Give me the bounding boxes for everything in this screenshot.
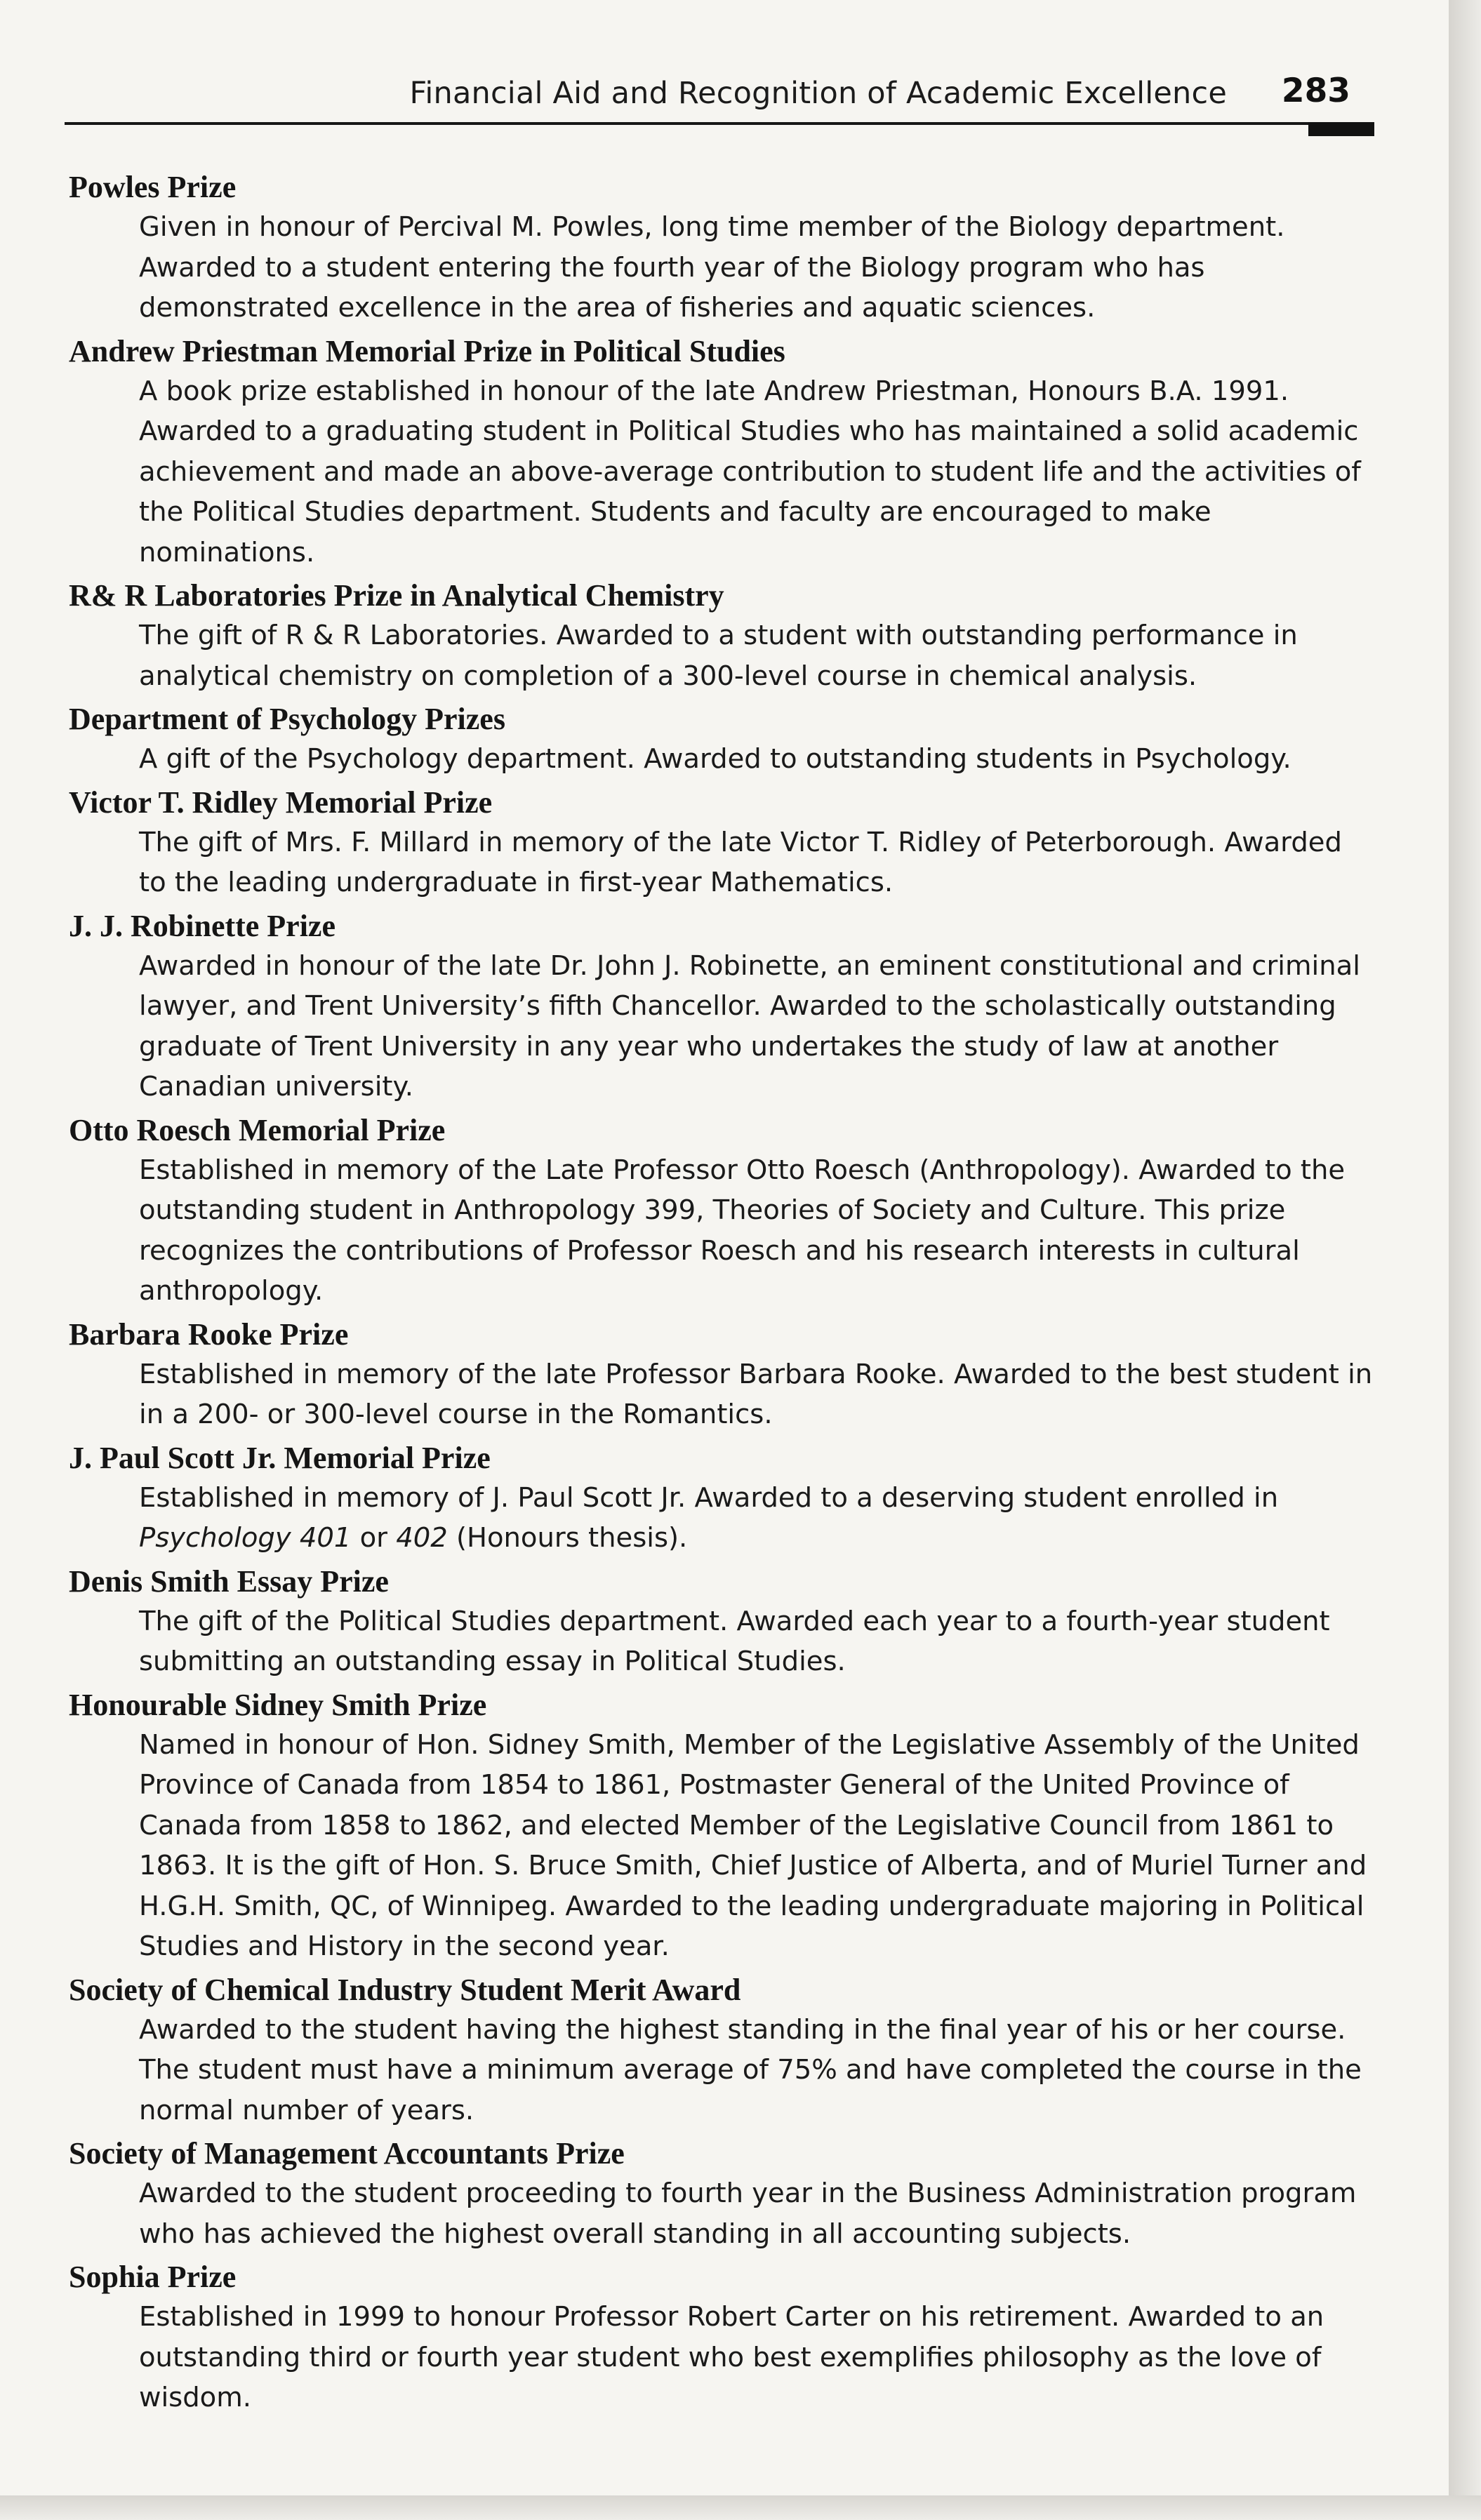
prize-title: Victor T. Ridley Memorial Prize <box>69 785 493 820</box>
prize-list <box>69 167 1376 2421</box>
course-number: 402 <box>396 1522 448 1554</box>
prize-description: Established in memory of the Late Professor Otto Roesch (Anthropology). Awarded to the outstanding student in Anthropology 399, Theories of Society and Culture. This prize recognizes the contributions of Professor Roesch and his research interests in cultural anthropology. <box>139 1154 1346 1307</box>
prize-title: R& R Laboratories Prize in Analytical Chemistry <box>69 578 724 613</box>
prize-entry <box>69 1110 1376 1312</box>
prize-description <box>139 1478 1376 1559</box>
prize-title: Otto Roesch Memorial Prize <box>69 1112 446 1147</box>
prize-entry <box>69 1438 1376 1559</box>
prize-description: Awarded in honour of the late Dr. John J. Robinette, an eminent constitutional and criminal lawyer, and Trent University’s fifth Chancellor. Awarded to the scholastically outstanding graduate of Trent University in any year who undertakes the study of law at another Canadian university. <box>139 949 1360 1102</box>
prize-title: Powles Prize <box>69 170 237 204</box>
page-edge <box>1449 0 1481 2520</box>
prize-entry <box>69 2133 1376 2254</box>
header-block <box>1308 122 1374 136</box>
prize-entry <box>69 906 1376 1107</box>
description-text: Established in memory of J. Paul Scott Jr. Awarded to a deserving student enrolled in <box>139 1481 1279 1514</box>
prize-title: Honourable Sidney Smith Prize <box>69 1687 487 1722</box>
prize-title: Andrew Priestman Memorial Prize in Political Studies <box>69 333 785 368</box>
prize-entry <box>69 1314 1376 1435</box>
prize-description: The gift of Mrs. F. Millard in memory of the late Victor T. Ridley of Peterborough. Awarded to the leading undergraduate in first-year Mathematics. <box>139 826 1342 898</box>
prize-entry <box>69 167 1376 328</box>
page-number: 283 <box>1281 72 1350 110</box>
prize-description: A book prize established in honour of the late Andrew Priestman, Honours B.A. 1991. Awarded to a graduating student in Political Studies who has maintained a solid academic achievement and made an above-average contribution to student life and the activities of the Political Studies department. Students and faculty are encouraged to make nominations. <box>139 375 1361 568</box>
prize-description: Established in 1999 to honour Professor Robert Carter on his retirement. Awarded to an outstanding third or fourth year student who best exemplifies philosophy as the love of wisdom. <box>139 2301 1324 2413</box>
prize-title: Department of Psychology Prizes <box>69 702 505 736</box>
description-text: or <box>351 1522 397 1554</box>
prize-description: A gift of the Psychology department. Awarded to outstanding students in Psychology. <box>139 743 1291 775</box>
running-header <box>65 67 1374 124</box>
prize-entry <box>69 1970 1376 2131</box>
prize-entry <box>69 699 1376 780</box>
prize-entry <box>69 1561 1376 1682</box>
prize-description: Established in memory of the late Professor Barbara Rooke. Awarded to the best student in in a 200- or 300-level course in the Romantics. <box>139 1358 1373 1430</box>
prize-title: Sophia Prize <box>69 2260 237 2294</box>
prize-title: Society of Chemical Industry Student Merit Award <box>69 1972 741 2007</box>
prize-entry <box>69 782 1376 903</box>
prize-description: Given in honour of Percival M. Powles, long time member of the Biology department. Awarded to a student entering the fourth year of the Biology program who has demonstrated excellence in the area of fisheries and aquatic sciences. <box>139 211 1285 324</box>
prize-description: Awarded to the student proceeding to fourth year in the Business Administration program who has achieved the highest overall standing in all accounting subjects. <box>139 2178 1357 2250</box>
bottom-page-edge <box>0 2495 1481 2520</box>
prize-description: The gift of R & R Laboratories. Awarded to a student with outstanding performance in analytical chemistry on completion of a 300-level course in chemical analysis. <box>139 620 1298 692</box>
prize-description: Awarded to the student having the highest standing in the final year of his or her course. The student must have a minimum average of 75% and have completed the course in the normal number of years. <box>139 2013 1362 2126</box>
prize-title: J. J. Robinette Prize <box>69 908 336 943</box>
prize-entry <box>69 331 1376 573</box>
prize-entry <box>69 1685 1376 1967</box>
prize-title: Barbara Rooke Prize <box>69 1316 349 1352</box>
header-rule <box>65 122 1374 125</box>
description-text: (Honours thesis). <box>447 1522 688 1554</box>
prize-description: Named in honour of Hon. Sidney Smith, Member of the Legislative Assembly of the United Province of Canada from 1854 to 1861, Postmaster General of the United Province of Canada from 1858 to 1862, and elected Member of the Legislative Council from 1861 to 1863. It is the gift of Hon. S. Bruce Smith, Chief Justice of Alberta, and of Muriel Turner and H.G.H. Smith, QC, of Winnipeg. Awarded to the leading undergraduate majoring in Political Studies and History in the second year. <box>139 1728 1367 1962</box>
prize-title: Society of Management Accountants Prize <box>69 2136 625 2171</box>
prize-title: J. Paul Scott Jr. Memorial Prize <box>69 1440 491 1475</box>
prize-entry <box>69 575 1376 696</box>
prize-entry <box>69 2257 1376 2418</box>
prize-title: Denis Smith Essay Prize <box>69 1564 389 1599</box>
course-name: Psychology 401 <box>139 1522 352 1554</box>
header-title: Financial Aid and Recognition of Academic Excellence <box>409 76 1227 111</box>
prize-description: The gift of the Political Studies department. Awarded each year to a fourth-year student submitting an outstanding essay in Political Studies. <box>139 1605 1330 1677</box>
